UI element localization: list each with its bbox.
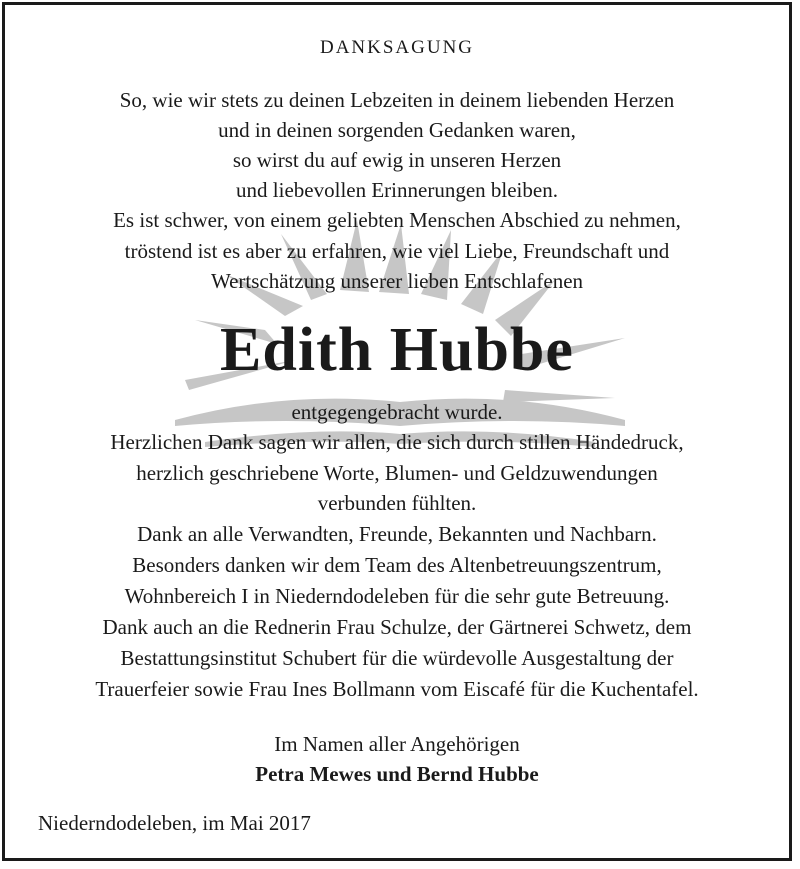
deceased-name: Edith Hubbe xyxy=(220,316,574,384)
body-line: entgegengebracht wurde. xyxy=(291,400,503,424)
body-line: Herzlichen Dank sagen wir allen, die sich durch stillen Händedruck, xyxy=(110,430,684,454)
intro-line: so wirst du auf ewig in unseren Herzen xyxy=(232,148,562,172)
body-line: verbunden fühlten. xyxy=(317,491,477,515)
body-line: Trauerfeier sowie Frau Ines Bollmann vom Eiscafé für die Kuchentafel. xyxy=(95,677,699,701)
intro-line: Es ist schwer, von einem geliebten Menschen Abschied zu nehmen, xyxy=(113,208,681,232)
closing-text: Im Namen aller Angehörigen xyxy=(274,732,520,756)
intro-line: tröstend ist es aber zu erfahren, wie viel Liebe, Freundschaft und xyxy=(124,239,670,263)
heading: DANKSAGUNG xyxy=(319,37,475,58)
intro-line: und in deinen sorgenden Gedanken waren, xyxy=(218,118,576,142)
intro-line: Wertschätzung unserer lieben Entschlafenen xyxy=(210,269,584,293)
body-line: Bestattungsinstitut Schubert für die würdevolle Ausgestaltung der xyxy=(120,646,674,670)
body-line: Dank auch an die Rednerin Frau Schulze, der Gärtnerei Schwetz, dem xyxy=(102,615,692,639)
body-line: Dank an alle Verwandten, Freunde, Bekannten und Nachbarn. xyxy=(137,522,657,546)
body-line: Wohnbereich I in Niederndodeleben für die sehr gute Betreuung. xyxy=(124,584,670,608)
body-line: Besonders danken wir dem Team des Altenbetreuungszentrum, xyxy=(132,553,662,577)
intro-line: So, wie wir stets zu deinen Lebzeiten in deinem liebenden Herzen xyxy=(119,88,675,112)
signatories: Petra Mewes und Bernd Hubbe xyxy=(255,762,539,786)
place-date: Niederndodeleben, im Mai 2017 xyxy=(38,811,311,835)
body-line: herzlich geschriebene Worte, Blumen- und Geldzuwendungen xyxy=(136,461,658,485)
intro-line: und liebevollen Erinnerungen bleiben. xyxy=(236,178,558,202)
death-notice-card xyxy=(2,2,792,861)
